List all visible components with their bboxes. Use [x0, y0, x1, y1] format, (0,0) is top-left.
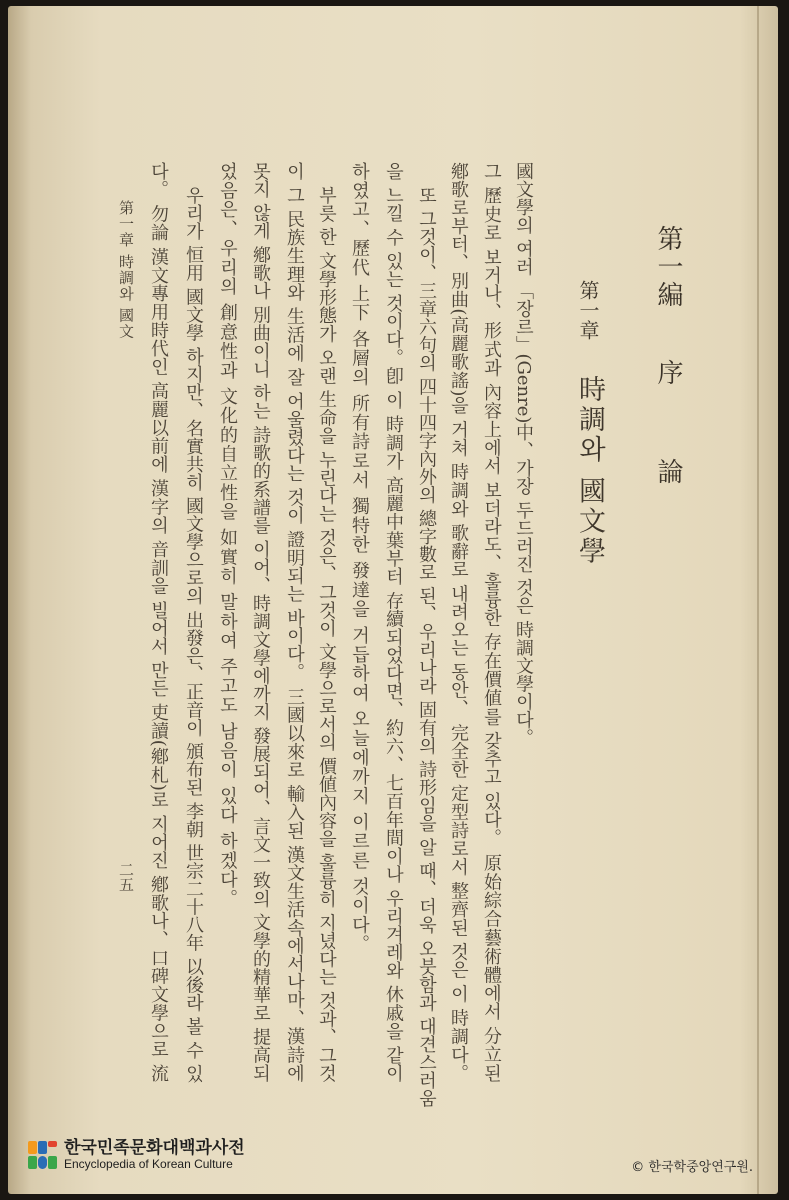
page-number: 二五	[117, 862, 135, 892]
body-column-12: 다。 勿論 漢文專用時代인 高麗以前에 漢字의 音訓을 빌어서 만든 吏讀(鄕札)로 지어진 鄕歌나、口碑文學으로 流	[148, 162, 169, 1082]
chapter-label: 第一章	[576, 280, 600, 340]
body-column-11: 우리가 恒用 國文學 하지만、名實共히 國文學으로의 出發은、正音이 頒布된 李朝 世宗二十八年 以後라 볼 수 있	[183, 186, 204, 1083]
page-fold-line	[757, 6, 759, 1194]
copyright-notice: © 한국학중앙연구원.	[631, 1160, 753, 1175]
part-label: 第一編	[653, 225, 683, 309]
body-column-9: 못지 않게 鄕歌나 別曲이니 하는 詩歌的系譜를 이어、時調文學에까지 發展되어、言文一致의 文學的精華로 提高되	[250, 162, 271, 1082]
chapter-title: 時調와 國文學	[574, 375, 605, 567]
encyclopedia-title-en: Encyclopedia of Korean Culture	[64, 1157, 233, 1171]
body-column-4: 또 그것이、三章六句의 四十四字內外의 總字數로 된、우리나라 固有의 詩形임을 알 때、더욱 오붓함과 대견스러움	[416, 186, 437, 1108]
body-column-6: 하였고、歷代 上下 各層의 所有詩로서 獨特한 發達을 거듭하여 오늘에까지 이르른 것이다。	[349, 162, 370, 954]
body-column-3: 鄕歌로부터、別曲(高麗歌謠)을 거쳐 時調와 歌辭로 내려오는 동안、 完全한 定型詩로서 整齊된 것은 이 時調다。	[448, 162, 469, 1082]
encyclopedia-title-ko: 한국민족문화대백과사전	[64, 1138, 245, 1158]
body-column-5: 을 느낄 수 있는 것이다。卽 이 時調가 高麗中葉부터 存續되었다면、約六、七百年間이나 우리겨레와 休戚을 같이	[383, 162, 404, 1082]
body-column-2: 그 歷史로 보거나、形式과 內容上에서 보더라도、훌륭한 存在價値를 갖추고 있다。 原始綜合藝術體에서 分立된	[481, 162, 502, 1082]
encyclopedia-logo	[28, 1140, 245, 1171]
part-heading	[650, 225, 687, 486]
running-head: 第一章 時調와 國文	[117, 200, 135, 340]
encyclopedia-logo-icon	[28, 1141, 58, 1171]
body-column-1: 國文學의 여러 「장르」(Genre)中、가장 두드러진 것은 時調文學이다。	[513, 162, 534, 747]
body-column-10: 었음은、우리의 創意性과 文化的自立性을 如實히 말하여 주고도 남음이 있다 하겠다。	[217, 162, 238, 909]
body-column-7: 부릇 한 文學形態가 오랜 生命을 누린다는 것은、그것이 文學으로서의 價値內容을 훌륭히 지녔다는 것과、그것	[316, 186, 337, 1082]
part-title-2: 論	[653, 457, 683, 486]
part-title-1: 序	[653, 359, 683, 388]
body-column-8: 이 그 民族生理와 生活에 잘 어울렸다는 것이 證明되는 바이다。 三國以來로 輸入된 漢文生活속에서나마、漢詩에	[284, 162, 305, 1082]
